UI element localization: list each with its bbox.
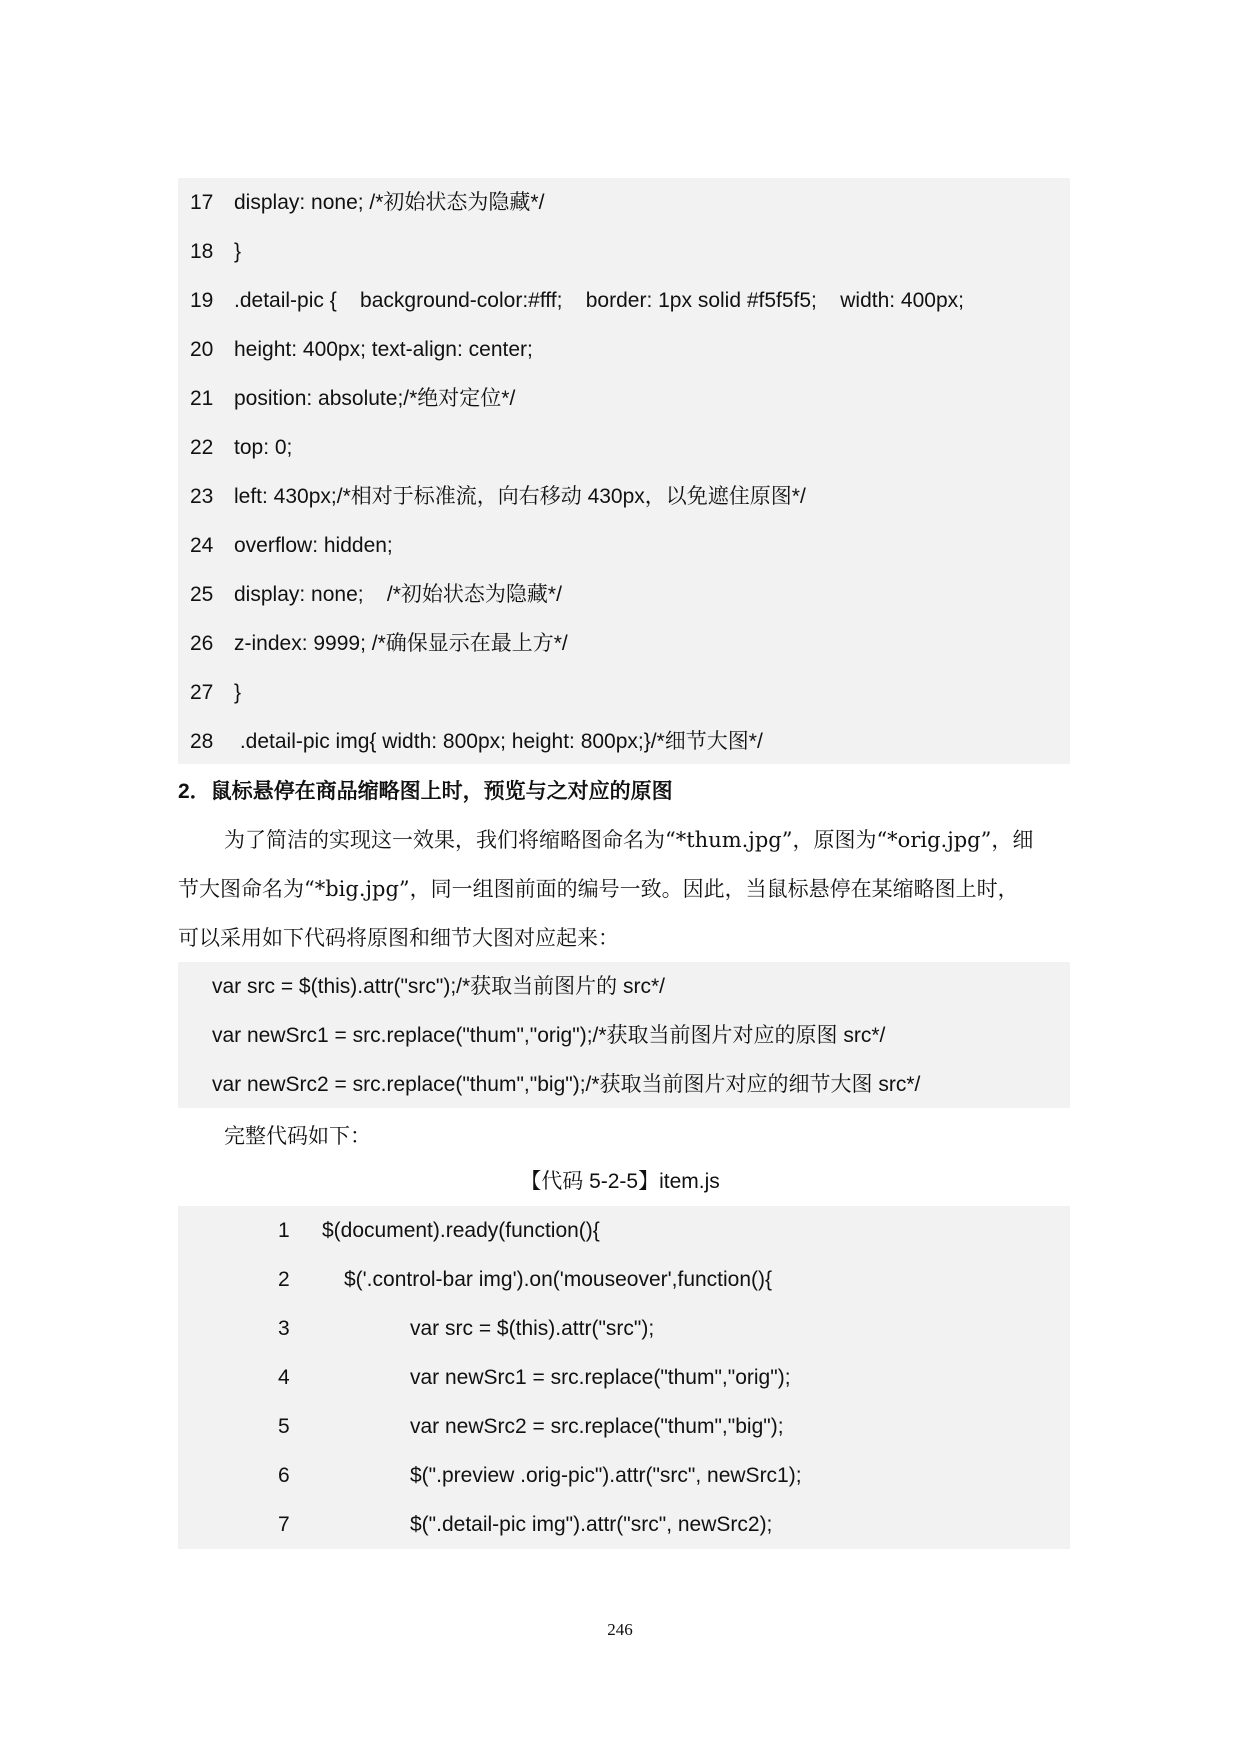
code-text: $('.control-bar img').on('mouseover',function(){ xyxy=(344,1268,773,1291)
code-text: $(".preview .orig-pic").attr("src", newSrc1); xyxy=(410,1464,802,1487)
line-number: 5 xyxy=(278,1415,290,1438)
code-block-snippet xyxy=(178,962,1070,1108)
line-number: 20 xyxy=(190,338,214,361)
code-text: .detail-pic { background-color:#fff; border: 1px solid #f5f5f5; width: 400px; xyxy=(234,289,964,312)
code-line xyxy=(178,1304,1070,1353)
code-line xyxy=(178,521,1070,570)
code-block-css xyxy=(178,178,1070,764)
code-text: height: 400px; text-align: center; xyxy=(234,338,533,361)
code-line xyxy=(178,374,1070,423)
line-number: 7 xyxy=(278,1513,290,1536)
paragraph-line: 节大图命名为“*big.jpg”，同一组图前面的编号一致。因此，当鼠标悬停在某缩略图上时， xyxy=(178,877,1019,901)
code-text: var src = $(this).attr("src"); xyxy=(410,1317,655,1340)
line-number: 21 xyxy=(190,387,214,410)
line-number: 23 xyxy=(190,485,214,508)
code-line xyxy=(178,1402,1070,1451)
code-text: var newSrc1 = src.replace("thum","orig");/*获取当前图片对应的原图 src*/ xyxy=(212,1024,886,1047)
line-number: 28 xyxy=(190,730,214,753)
code-line xyxy=(178,472,1070,521)
line-number: 3 xyxy=(278,1317,290,1340)
line-number: 22 xyxy=(190,436,214,459)
line-number: 19 xyxy=(190,289,214,312)
line-number: 26 xyxy=(190,632,214,655)
line-number: 4 xyxy=(278,1366,290,1389)
code-text: .detail-pic img{ width: 800px; height: 800px;}/*细节大图*/ xyxy=(234,730,763,753)
section-heading: 2．鼠标悬停在商品缩略图上时，预览与之对应的原图 xyxy=(178,780,673,803)
code-text: z-index: 9999; /*确保显示在最上方*/ xyxy=(234,632,568,655)
code-text: } xyxy=(234,681,242,704)
line-number: 25 xyxy=(190,583,214,606)
code-text: var src = $(this).attr("src");/*获取当前图片的 src*/ xyxy=(212,975,666,998)
line-number: 17 xyxy=(190,191,214,214)
code-line xyxy=(178,276,1070,325)
line-number: 24 xyxy=(190,534,214,557)
code-line xyxy=(178,178,1070,227)
code-text: overflow: hidden; xyxy=(234,534,393,557)
code-text: left: 430px;/*相对于标准流，向右移动 430px，以免遮住原图*/ xyxy=(234,485,806,508)
line-number: 2 xyxy=(278,1268,290,1291)
complete-code-label: 完整代码如下： xyxy=(224,1124,371,1148)
code-line xyxy=(178,1060,1070,1109)
page-number: 246 xyxy=(607,1620,633,1639)
code-text: display: none; /*初始状态为隐藏*/ xyxy=(234,191,545,214)
code-text: } xyxy=(234,240,242,263)
code-text: var newSrc2 = src.replace("thum","big"); xyxy=(410,1415,784,1438)
code-text: top: 0; xyxy=(234,436,293,459)
code-block-item-js xyxy=(178,1206,1070,1549)
paragraph-line: 为了简洁的实现这一效果，我们将缩略图命名为“*thum.jpg”，原图为“*orig.jpg”，细 xyxy=(224,828,1034,852)
code-line xyxy=(178,619,1070,668)
code-line xyxy=(178,668,1070,717)
code-caption: 【代码 5-2-5】item.js xyxy=(520,1170,720,1193)
code-line xyxy=(178,962,1070,1011)
code-line xyxy=(178,227,1070,276)
paragraph-line: 可以采用如下代码将原图和细节大图对应起来： xyxy=(178,926,619,950)
code-line xyxy=(178,570,1070,619)
code-line xyxy=(178,717,1070,766)
line-number: 18 xyxy=(190,240,214,263)
code-text: $(".detail-pic img").attr("src", newSrc2); xyxy=(410,1513,773,1536)
code-line xyxy=(178,1011,1070,1060)
code-line xyxy=(178,1255,1070,1304)
code-text: display: none; /*初始状态为隐藏*/ xyxy=(234,583,562,606)
code-text: var newSrc1 = src.replace("thum","orig"); xyxy=(410,1366,791,1389)
code-line xyxy=(178,1451,1070,1500)
code-line xyxy=(178,1353,1070,1402)
code-text: var newSrc2 = src.replace("thum","big");/*获取当前图片对应的细节大图 src*/ xyxy=(212,1073,921,1096)
code-line xyxy=(178,325,1070,374)
code-line xyxy=(178,1206,1070,1255)
code-text: position: absolute;/*绝对定位*/ xyxy=(234,387,516,410)
line-number: 27 xyxy=(190,681,214,704)
code-line xyxy=(178,423,1070,472)
code-text: $(document).ready(function(){ xyxy=(322,1219,600,1242)
line-number: 6 xyxy=(278,1464,290,1487)
line-number: 1 xyxy=(278,1219,290,1242)
code-line xyxy=(178,1500,1070,1549)
